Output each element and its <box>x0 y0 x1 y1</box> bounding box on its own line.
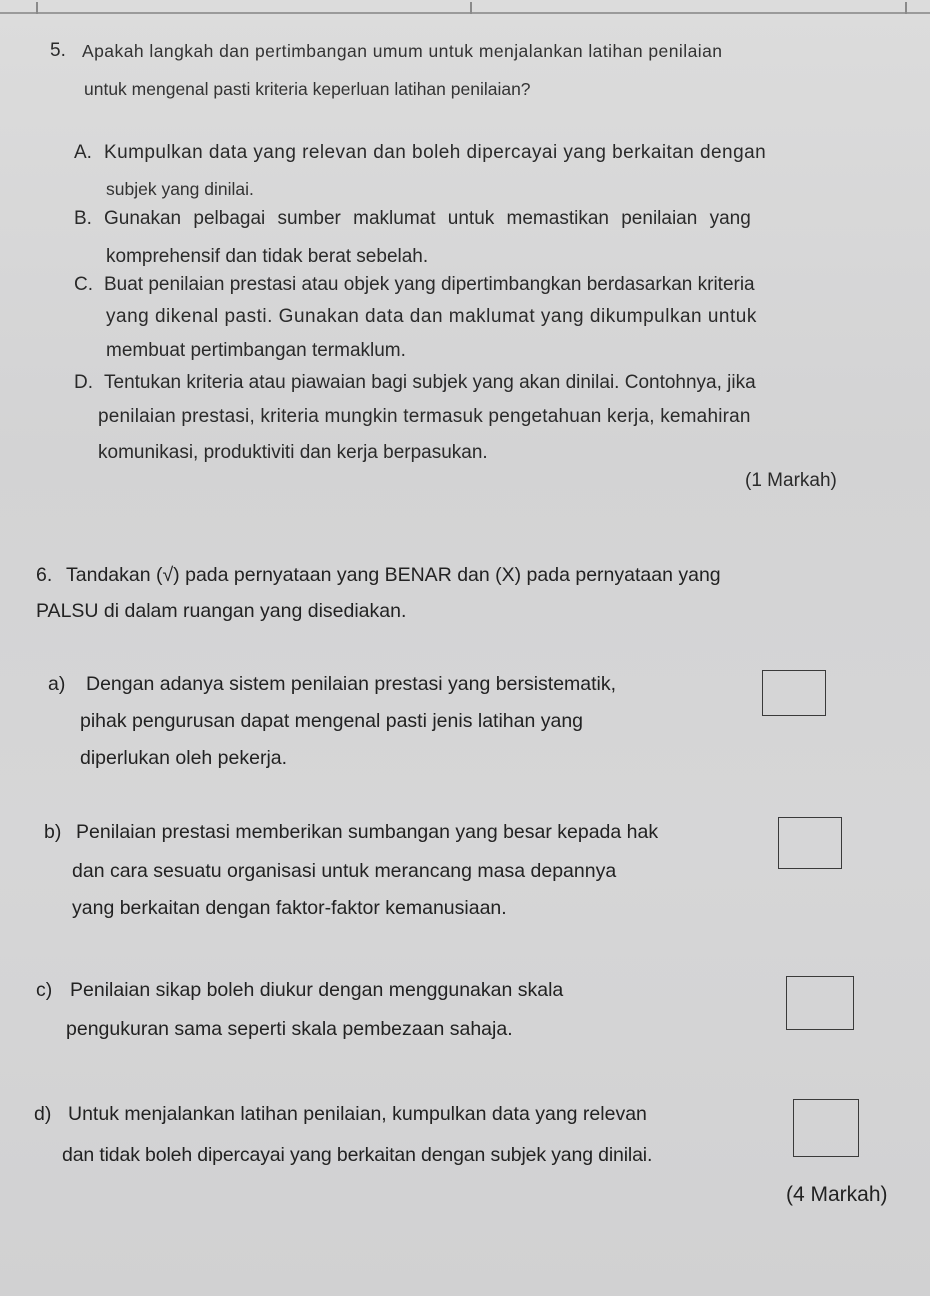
question-text-line: PALSU di dalam ruangan yang disediakan. <box>36 600 407 622</box>
page-top-border <box>0 12 930 14</box>
question-text-line: Tandakan (√) pada pernyataan yang BENAR dan (X) pada pernyataan yang <box>66 564 721 586</box>
answer-box-a[interactable] <box>762 670 826 716</box>
option-b-line: komprehensif dan tidak berat sebelah. <box>106 246 429 267</box>
option-c-line: membuat pertimbangan termaklum. <box>106 340 406 361</box>
question-text-line: Apakah langkah dan pertimbangan umum untuk menjalankan latihan penilaian <box>82 41 723 61</box>
marks-label: (1 Markah) <box>745 470 837 491</box>
option-c-line: yang dikenal pasti. Gunakan data dan maklumat yang dikumpulkan untuk <box>106 306 757 327</box>
option-letter: B. <box>74 208 92 229</box>
item-c-line: pengukuran sama seperti skala pembezaan sahaja. <box>66 1018 513 1040</box>
item-a-line: pihak pengurusan dapat mengenal pasti jenis latihan yang <box>80 710 584 732</box>
item-letter: b) <box>44 821 62 843</box>
answer-box-c[interactable] <box>786 976 854 1030</box>
border-tick <box>470 2 472 14</box>
item-b-line: Penilaian prestasi memberikan sumbangan yang besar kepada hak <box>76 821 659 843</box>
option-d-line: Tentukan kriteria atau piawaian bagi subjek yang akan dinilai. Contohnya, jika <box>104 372 756 393</box>
option-c-line: Buat penilaian prestasi atau objek yang dipertimbangkan berdasarkan kriteria <box>104 274 755 295</box>
item-b-line: yang berkaitan dengan faktor-faktor kemanusiaan. <box>72 897 507 919</box>
border-tick <box>905 2 907 14</box>
question-text-line: untuk mengenal pasti kriteria keperluan latihan penilaian? <box>84 79 531 99</box>
marks-label: (4 Markah) <box>786 1183 888 1206</box>
item-c-line: Penilaian sikap boleh diukur dengan menggunakan skala <box>70 979 564 1001</box>
option-letter: D. <box>74 372 93 393</box>
option-d-line: komunikasi, produktiviti dan kerja berpasukan. <box>98 442 488 463</box>
option-b-line: Gunakan pelbagai sumber maklumat untuk memastikan penilaian yang <box>104 208 751 229</box>
option-a-line: Kumpulkan data yang relevan dan boleh dipercayai yang berkaitan dengan <box>104 142 767 163</box>
item-letter: a) <box>48 673 66 695</box>
answer-box-d[interactable] <box>793 1099 859 1157</box>
item-a-line: Dengan adanya sistem penilaian prestasi yang bersistematik, <box>86 673 617 695</box>
border-tick <box>36 2 38 14</box>
option-letter: C. <box>74 274 93 295</box>
option-a-line: subjek yang dinilai. <box>106 179 254 199</box>
item-letter: c) <box>36 979 53 1001</box>
option-d-line: penilaian prestasi, kriteria mungkin termasuk pengetahuan kerja, kemahiran <box>98 406 751 427</box>
question-number: 6. <box>36 564 53 586</box>
question-number: 5. <box>50 40 66 61</box>
item-d-line: dan tidak boleh dipercayai yang berkaitan dengan subjek yang dinilai. <box>62 1144 653 1166</box>
answer-box-b[interactable] <box>778 817 842 869</box>
option-letter: A. <box>74 142 92 163</box>
item-letter: d) <box>34 1103 52 1125</box>
item-b-line: dan cara sesuatu organisasi untuk merancang masa depannya <box>72 860 617 882</box>
item-a-line: diperlukan oleh pekerja. <box>80 747 288 769</box>
item-d-line: Untuk menjalankan latihan penilaian, kumpulkan data yang relevan <box>68 1103 647 1125</box>
